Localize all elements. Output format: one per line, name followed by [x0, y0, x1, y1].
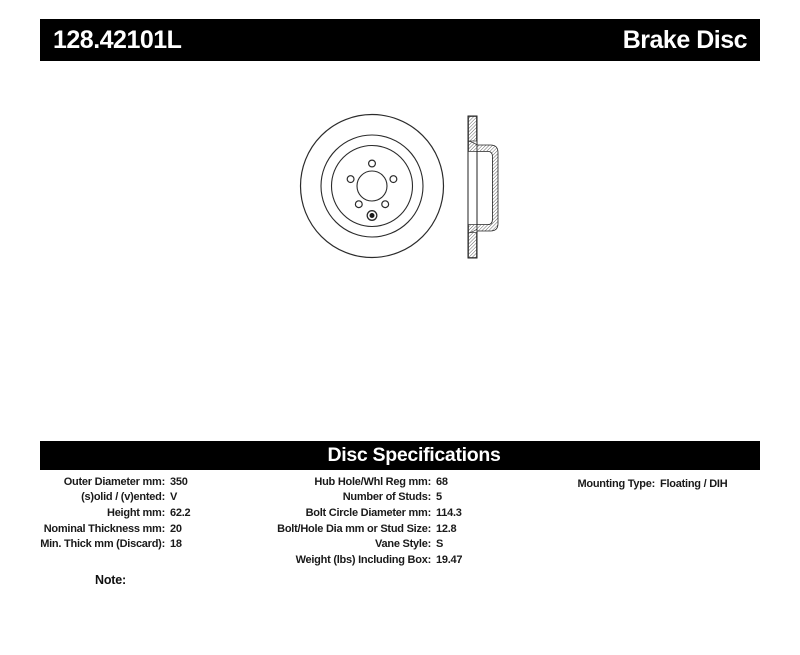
spec-value: Floating / DIH: [660, 477, 728, 490]
stud-hole: [382, 201, 389, 208]
stud-hole: [347, 176, 354, 183]
spec-value: 68: [436, 475, 448, 488]
spec-row: [25, 536, 190, 552]
spec-value: V: [170, 491, 178, 504]
spec-label: Hub Hole/Whl Reg mm:: [314, 475, 431, 488]
spec-section-title: Disc Specifications: [327, 444, 501, 466]
spec-label: (s)olid / (v)ented:: [81, 491, 165, 504]
product-name: Brake Disc: [622, 25, 747, 54]
spec-label: Bolt/Hole Dia mm or Stud Size:: [277, 522, 431, 535]
spec-row: [241, 521, 462, 537]
spec-column-right: [535, 476, 727, 492]
spec-value: 62.2: [170, 506, 191, 519]
friction-ring-hatch-bottom: [469, 233, 477, 258]
hub-hole-circle: [357, 171, 387, 201]
spec-label: Bolt Circle Diameter mm:: [305, 506, 431, 519]
friction-ring-hatch-top: [469, 117, 477, 142]
spec-label: Mounting Type:: [577, 477, 655, 490]
spec-value: S: [436, 538, 444, 551]
spec-value: 12.8: [436, 522, 457, 535]
spec-value: 350: [170, 475, 188, 488]
spec-row: [241, 490, 462, 506]
spec-value: 18: [170, 538, 182, 551]
technical-drawing: [285, 98, 515, 273]
brake-disc-front-view: [301, 115, 444, 258]
spec-row: [241, 552, 462, 568]
spec-row: [241, 474, 462, 490]
spec-section-header: [40, 441, 760, 470]
spec-label: Weight (lbs) Including Box:: [295, 553, 431, 566]
spec-value: 114.3: [436, 506, 462, 519]
spec-column-left: [25, 474, 190, 552]
title-bar: [40, 19, 760, 61]
spec-row: [241, 505, 462, 521]
spec-label: Vane Style:: [375, 538, 431, 551]
spec-label: Outer Diameter mm:: [63, 475, 165, 488]
set-screw-mark-dot: [370, 213, 375, 218]
hat-section-band: [477, 145, 498, 231]
brake-disc-cross-section: [468, 116, 498, 258]
spec-label: Min. Thick mm (Discard):: [40, 538, 165, 551]
spec-value: 19.47: [436, 553, 463, 566]
spec-row: [25, 521, 190, 537]
spec-column-middle: [241, 474, 462, 568]
stud-hole: [390, 176, 397, 183]
disc-outer-circle: [301, 115, 444, 258]
stud-hole: [369, 160, 376, 167]
note-label: Note:: [95, 573, 126, 587]
part-number: 128.42101L: [53, 25, 182, 54]
friction-surface-inner-circle: [321, 135, 423, 237]
spec-label: Number of Studs:: [342, 491, 431, 504]
spec-row: [241, 536, 462, 552]
spec-label: Height mm:: [107, 506, 165, 519]
spec-row: [25, 474, 190, 490]
spec-label: Nominal Thickness mm:: [43, 522, 165, 535]
spec-row: [535, 476, 727, 492]
spec-value: 5: [436, 491, 442, 504]
spec-row: [25, 490, 190, 506]
spec-row: [25, 505, 190, 521]
spec-value: 20: [170, 522, 182, 535]
stud-hole: [355, 201, 362, 208]
